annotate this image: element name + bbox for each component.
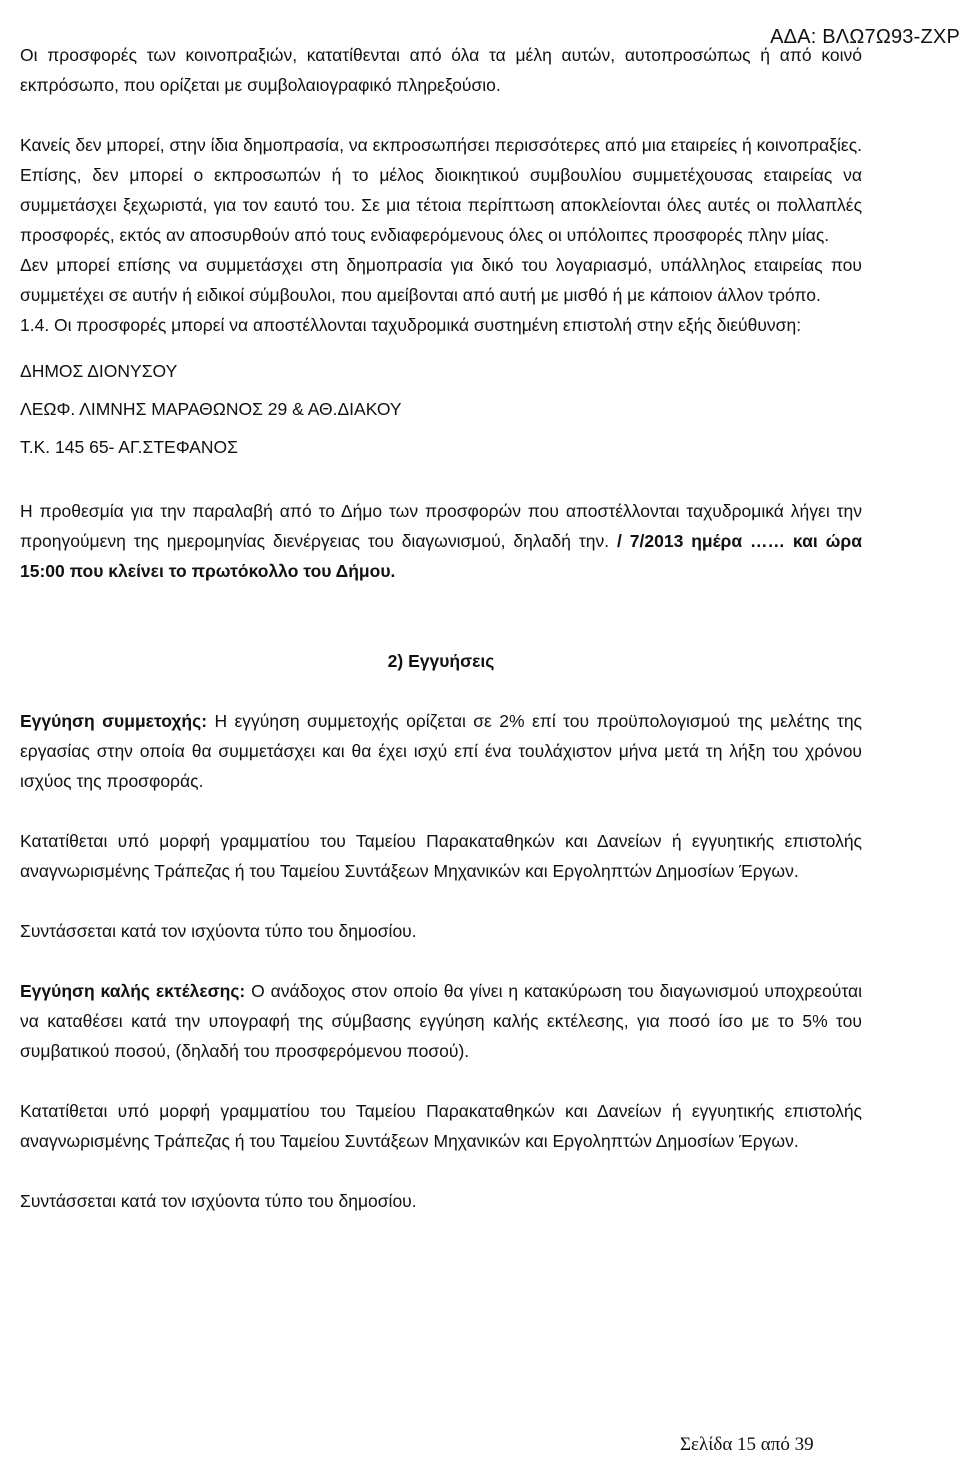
- deadline-date: / 7/2013 ημέρα …… και: [617, 531, 818, 551]
- performance-guarantee-text: Ο ανάδοχος στον οποίο θα γίνει η κατακύρωση του διαγωνισμού υποχρεούται να καταθέσει κατά την υπογραφή της σύμβασης εγγύηση καλής εκτέλεσης, για ποσό ίσο με το 5% του συμβατικού ποσού, (δηλαδή του προσφερόμενου ποσού).: [20, 981, 862, 1061]
- paragraph-participation-guarantee: [20, 706, 862, 796]
- paragraph-deadline: [20, 496, 862, 586]
- paragraph-performance-deposit: Κατατίθεται υπό μορφή γραμματίου του Ταμείου Παρακαταθηκών και Δανείων ή εγγυητικής επιστολής αναγνωρισμένης Τράπεζας ή του Ταμείου Συντάξεων Μηχανικών και Εργοληπτών Δημοσίων Έργων.: [20, 1101, 862, 1151]
- deadline-text: Η προθεσμία για την παραλαβή από το Δήμο των προσφορών που αποστέλλονται ταχυδρομικά λήγει την προηγούμενη της ημερομηνίας διενέργειας του διαγωνισμού, δηλαδή την.: [20, 501, 862, 551]
- paragraph-performance-guarantee: [20, 976, 862, 1066]
- document-body: [20, 40, 862, 1216]
- paragraph-representation: Κανείς δεν μπορεί, στην ίδια δημοπρασία, να εκπροσωπήσει περισσότερες από μια εταιρείες ή κοινοπραξίες. Επίσης, δεν μπορεί ο εκπροσωπών ή το μέλος διοικητικού συμβουλίου συμμετέχουσας εταιρείας να συμμετάσχει ξεχωριστά, για τον εαυτό του. Σε μια τέτοια περίπτωση αποκλείονται όλες αυτές οι πολλαπλές προσφορές, εκτός αν αποσυρθούν από τους ενδιαφερόμενους όλες οι υπόλοιπες προσφορές πλην μίας.: [20, 135, 862, 245]
- section-title-guarantees: 2) Εγγυήσεις: [387, 651, 495, 671]
- address-line-3: Τ.Κ. 145 65- ΑΓ.ΣΤΕΦΑΝΟΣ: [20, 437, 238, 457]
- paragraph-participation-deposit: Κατατίθεται υπό μορφή γραμματίου του Ταμείου Παρακαταθηκών και Δανείων ή εγγυητικής επιστολής αναγνωρισμένης Τράπεζας ή του Ταμείου Συντάξεων Μηχανικών και Εργοληπτών Δημοσίων Έργων.: [20, 831, 862, 881]
- address-line-1: ΔΗΜΟΣ ΔΙΟΝΥΣΟΥ: [20, 361, 178, 381]
- paragraph-employee-exclusion: Δεν μπορεί επίσης να συμμετάσχει στη δημοπρασία για δικό του λογαριασμό, υπάλληλος εταιρείας που συμμετέχει σε αυτήν ή ειδικοί σύμβουλοι, που αμείβονται από αυτή με μισθό ή με κάποιον άλλον τρόπο.: [20, 255, 862, 305]
- participation-guarantee-text: Η εγγύηση συμμετοχής ορίζεται σε 2% επί του προϋπολογισμού της μελέτης της εργασίας στην οποία θα συμμετάσχει και θα έχει ισχύ επί ένα τουλάχιστον μήνα μετά τη λήξη του χρόνου ισχύος της προσφοράς.: [20, 711, 862, 791]
- deadline-time: ώρα 15:00 που κλείνει το πρωτόκολλο του Δήμου.: [20, 531, 862, 581]
- ada-code: ΑΔΑ: ΒΛΩ7Ω93-ΖΧΡ: [770, 26, 960, 48]
- page-number: Σελίδα 15 από 39: [680, 1434, 814, 1455]
- performance-guarantee-label: Εγγύηση καλής εκτέλεσης:: [20, 981, 246, 1001]
- address-line-2: ΛΕΩΦ. ΛΙΜΝΗΣ ΜΑΡΑΘΩΝΟΣ 29 & ΑΘ.ΔΙΑΚΟΥ: [20, 399, 402, 419]
- paragraph-performance-drafted: Συντάσσεται κατά τον ισχύοντα τύπο του δημοσίου.: [20, 1191, 417, 1211]
- paragraph-participation-drafted: Συντάσσεται κατά τον ισχύοντα τύπο του δημοσίου.: [20, 921, 417, 941]
- paragraph-consortium-offers: Οι προσφορές των κοινοπραξιών, κατατίθενται από όλα τα μέλη αυτών, αυτοπροσώπως ή από κοινό εκπρόσωπο, που ορίζεται με συμβολαιογραφικό πληρεξούσιο.: [20, 45, 862, 95]
- participation-guarantee-label: Εγγύηση συμμετοχής:: [20, 711, 208, 731]
- paragraph-postal-submission: 1.4. Οι προσφορές μπορεί να αποστέλλονται ταχυδρομικά συστημένη επιστολή στην εξής διεύθυνση:: [20, 315, 802, 335]
- postal-address: [20, 352, 862, 466]
